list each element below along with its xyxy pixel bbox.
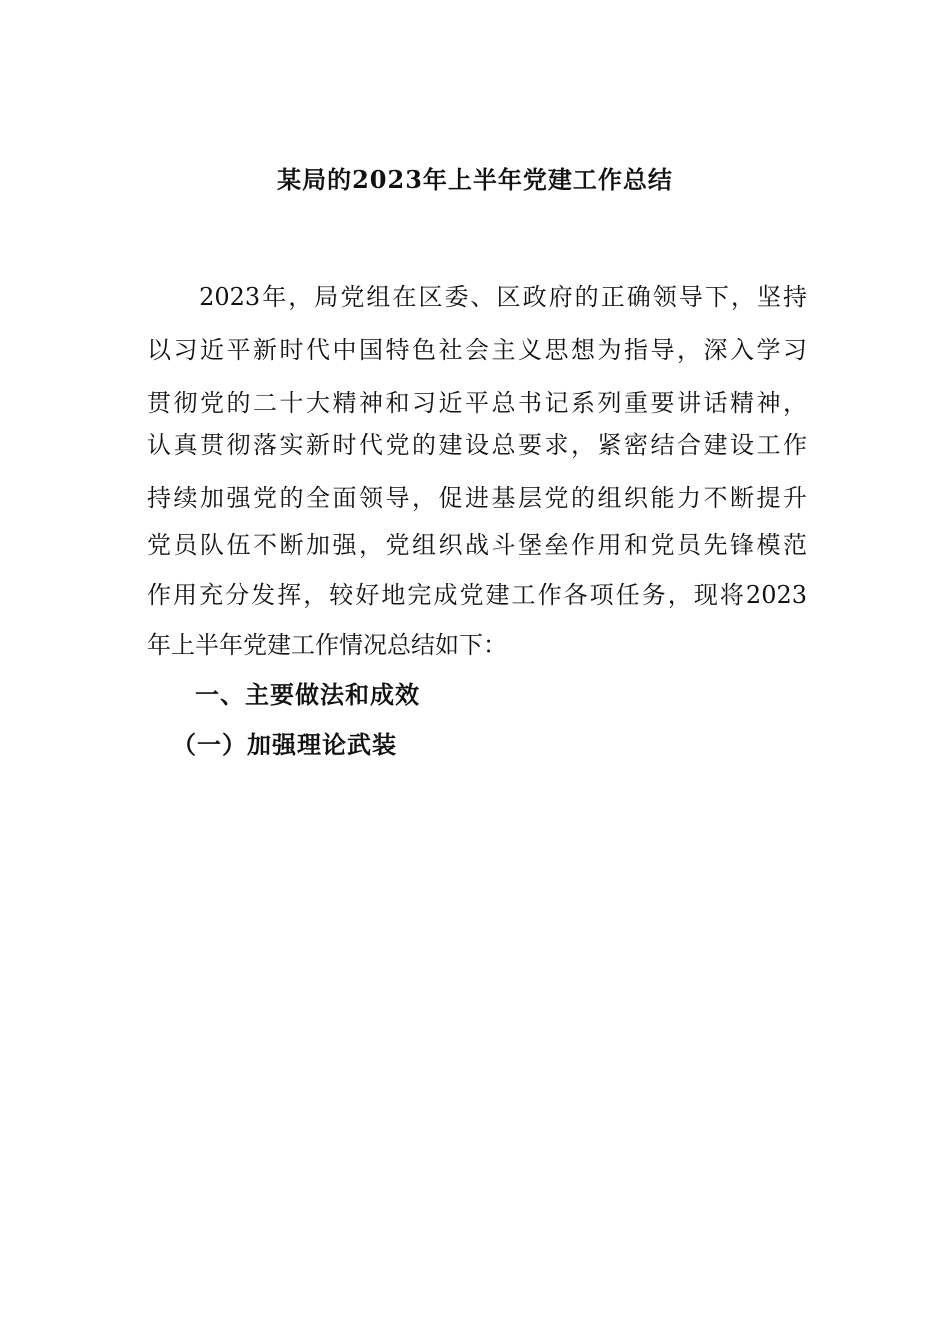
paragraph-line: 作用充分发挥，较好地完成党建工作各项任务，现将2023 bbox=[147, 581, 807, 609]
paragraph-line: 2023年，局党组在区委、区政府的正确领导下，坚持 bbox=[147, 283, 807, 311]
paragraph-line: 贯彻党的二十大精神和习近平总书记系列重要讲话精神， bbox=[147, 389, 807, 417]
section-heading: 一、主要做法和成效 bbox=[195, 680, 420, 709]
paragraph-line: 认真贯彻落实新时代党的建设总要求，紧密结合建设工作 bbox=[147, 431, 807, 459]
paragraph-line: 党员队伍不断加强，党组织战斗堡垒作用和党员先锋模范 bbox=[147, 531, 807, 559]
paragraph-line: 以习近平新时代中国特色社会主义思想为指导，深入学习 bbox=[147, 336, 807, 364]
document-title: 某局的2023年上半年党建工作总结 bbox=[277, 165, 673, 194]
subsection-heading: （一）加强理论武装 bbox=[172, 730, 397, 759]
paragraph-line: 年上半年党建工作情况总结如下： bbox=[147, 631, 507, 659]
paragraph-line: 持续加强党的全面领导，促进基层党的组织能力不断提升 bbox=[147, 484, 807, 512]
